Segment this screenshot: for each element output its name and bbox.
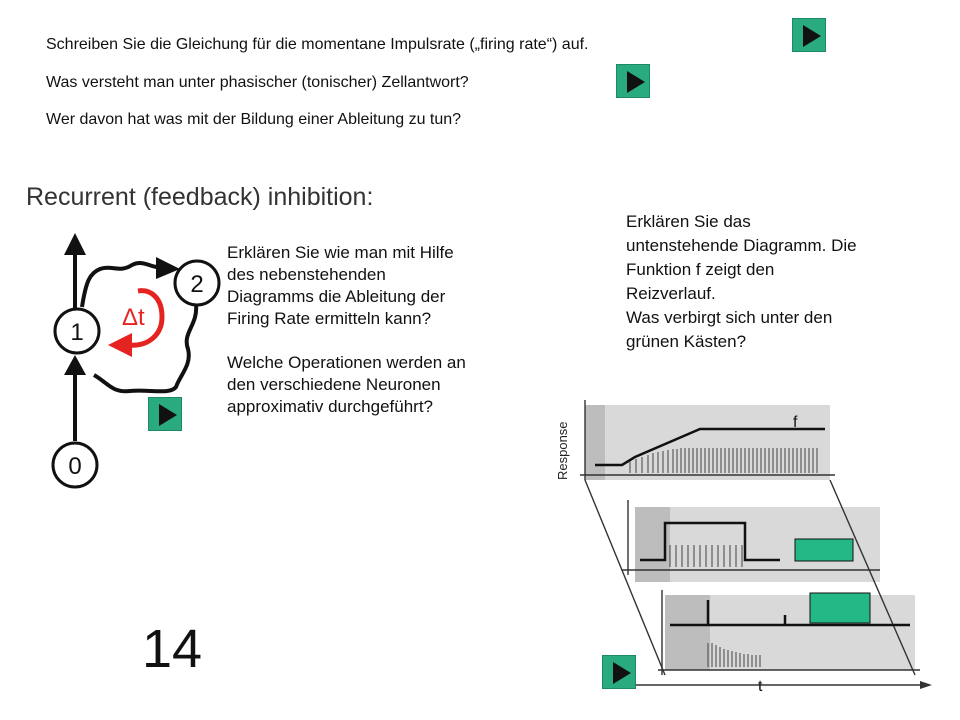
green-box-1 (795, 539, 853, 561)
response-figure (540, 395, 960, 695)
right-text-line: untenstehende Diagramm. Die (626, 236, 857, 255)
right-text-line: Erklären Sie das (626, 212, 751, 231)
right-text-line: Reizverlauf. (626, 284, 716, 303)
question-1: Schreiben Sie die Gleichung für die momentane Impulsrate („firing rate“) auf. (46, 36, 589, 53)
play-button-4[interactable] (602, 655, 636, 689)
neuron-1-label: 1 (70, 319, 84, 346)
green-box-2 (810, 593, 870, 623)
t-label: t (758, 678, 763, 695)
figure-question-text (626, 210, 926, 354)
response-axis-label: Response (555, 421, 570, 480)
right-text-line: Funktion f zeigt den (626, 260, 775, 279)
left-text-line: Firing Rate ermitteln kann? (227, 309, 432, 328)
left-text-line: Erklären Sie wie man mit Hilfe (227, 243, 454, 262)
left-text-line: Diagramms die Ableitung der (227, 287, 446, 306)
left-text-line: approximativ durchgeführt? (227, 397, 434, 416)
arrow-head-0-1 (64, 355, 86, 375)
diagram-question-text (227, 242, 527, 418)
left-text-line: Welche Operationen werden an (227, 353, 466, 372)
play-button-2[interactable] (616, 64, 650, 98)
left-text-line: den verschiedene Neuronen (227, 375, 441, 394)
left-text-line: des nebenstehenden (227, 265, 386, 284)
f-label: f (793, 414, 798, 431)
right-text-line: grünen Kästen? (626, 332, 747, 351)
delay-label: Δt (122, 304, 145, 331)
recurrent-inhibition-diagram (20, 225, 230, 495)
question-2: Was versteht man unter phasischer (tonischer) Zellantwort? (46, 74, 469, 91)
arrow-head-output (64, 233, 86, 255)
play-button-3[interactable] (148, 397, 182, 431)
slide-number: 14 (142, 619, 203, 679)
play-button-1[interactable] (792, 18, 826, 52)
neuron-0-label: 0 (68, 453, 82, 480)
time-axis-arrow (920, 681, 932, 689)
feedback-arrow-head (108, 333, 132, 357)
question-3: Wer davon hat was mit der Bildung einer Ableitung zu tun? (46, 111, 462, 128)
section-heading: Recurrent (feedback) inhibition: (26, 183, 374, 211)
neuron-2-label: 2 (190, 271, 204, 298)
right-text-line: Was verbirgt sich unter den (626, 308, 833, 327)
